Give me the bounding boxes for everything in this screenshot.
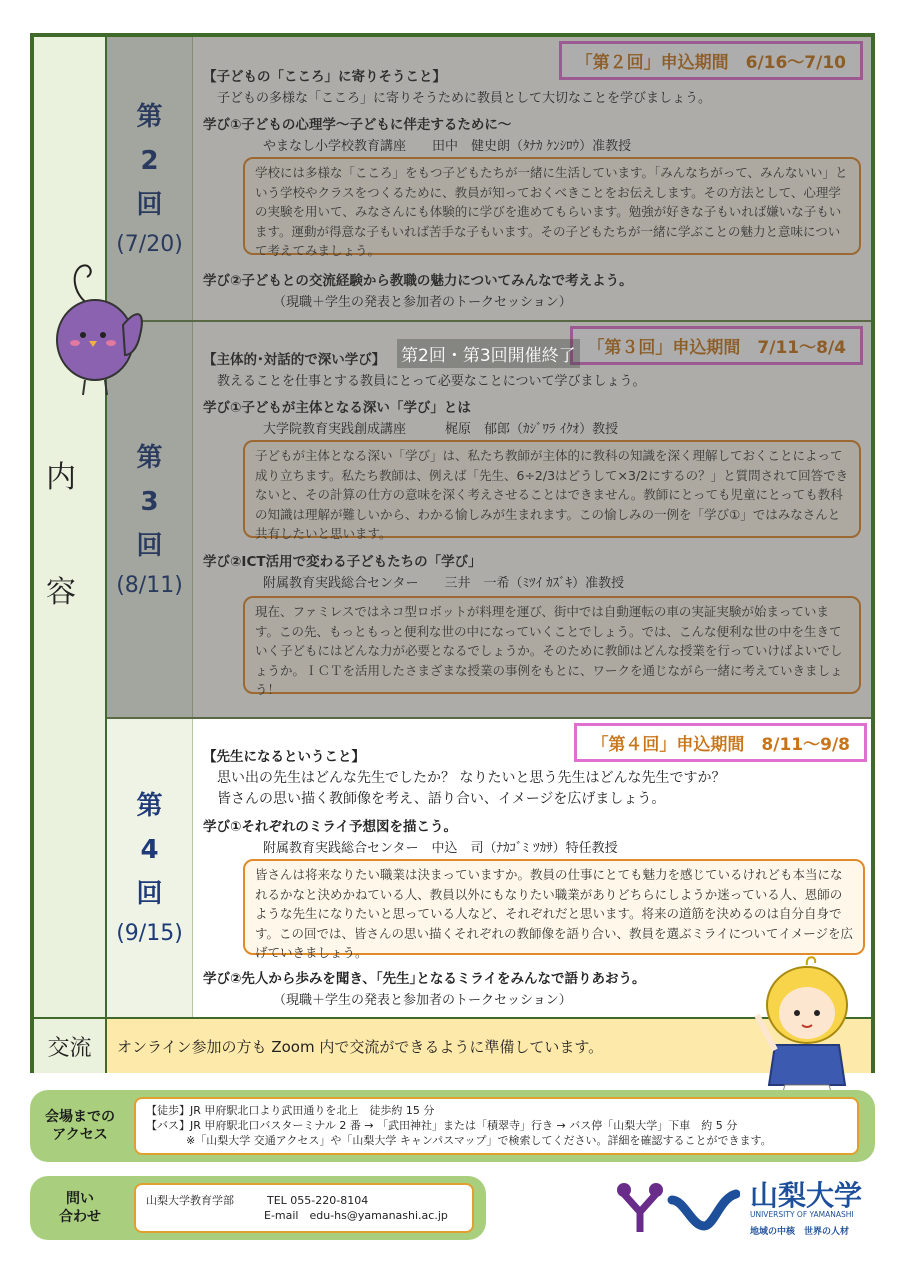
contact-org: 山梨大学教育学部	[146, 1194, 234, 1207]
session-4-number	[107, 719, 193, 1017]
contact-bar	[30, 1176, 486, 1240]
session-2-date: (7/20)	[116, 231, 183, 257]
logo-tagline: 地域の中核 世界の人材	[750, 1227, 850, 1237]
session-3-lesson1-desc: 子どもが主体となる深い「学び」は、私たち教師が主体的に教科の知識を深く理解しておくことによって成り立ちます。私たち教師は、例えば「先生、6÷2/3はどうして×3/2にするの？」と質問されて回答できないと、その計算の仕方の意味を深く考えさせることはできません。教師にとっても児童にとっても教科の知識は理解が難しいから、わかる愉しみが生まれます。この愉しみの一例を「学び①」ではみなさんと共有したいと思います。	[243, 440, 861, 538]
session-3-date: (8/11)	[116, 572, 183, 598]
access-bar	[30, 1090, 875, 1162]
session-4-number-2: 4	[140, 835, 159, 865]
contact-label-2: 合わせ	[59, 1209, 101, 1225]
side-label-char-1: 内	[46, 460, 76, 495]
exchange-text: オンライン参加の方も Zoom 内で交流ができるように準備しています。	[107, 1019, 871, 1073]
access-bus: 【バス】JR 甲府駅北口バスターミナル 2 番 → 「武田神社」または「積翠寺」行き → バス停「山梨大学」下車 約 5 分	[146, 1119, 738, 1132]
session-3-period: 「第３回」申込期間 7/11〜8/4	[570, 326, 863, 365]
access-box	[134, 1097, 859, 1155]
session-3-lesson2-title: 学び②ICT活用で変わる子どもたちの「学び」	[203, 554, 482, 570]
session-3-theme: 【主体的･対話的で深い学び】	[203, 352, 386, 368]
contact-email[interactable]: E-mail edu-hs@yamanashi.ac.jp	[264, 1209, 448, 1222]
university-logo	[610, 1172, 880, 1242]
session-4-number-1: 第	[136, 791, 163, 821]
session-2-lesson2-note: （現職＋学生の発表と参加者のトークセッション）	[273, 295, 572, 310]
contact-tel: TEL 055-220-8104	[267, 1194, 369, 1207]
session-4-theme: 【先生になるということ】	[203, 749, 365, 765]
access-walk: 【徒歩】JR 甲府駅北口より武田通りを北上 徒歩約 15 分	[146, 1104, 435, 1117]
contact-box	[134, 1183, 474, 1233]
session-2-period: 「第２回」申込期間 6/16〜7/10	[559, 41, 863, 80]
session-2-theme-desc: 子どもの多様な「こころ」に寄りそうために教員として大切なことを学びましょう。	[217, 91, 712, 106]
exchange-label: 交流	[34, 1019, 107, 1073]
content-frame	[30, 33, 875, 1073]
session-3-number-2: 3	[140, 486, 159, 517]
access-label-1: 会場までの	[45, 1109, 115, 1125]
session-2-theme: 【子どもの「こころ」に寄りそうこと】	[203, 69, 446, 85]
session-4-number-3: 回	[136, 879, 163, 909]
session-3-lesson2-lecturer: 附属教育実践総合センター 三井 一希（ﾐﾂｲ ｶｽﾞｷ）准教授	[263, 576, 625, 591]
side-label-char-2: 容	[46, 575, 76, 610]
session-4-lesson1-title: 学び①それぞれのミライ予想図を描こう。	[203, 819, 458, 835]
session-3-number-1: 第	[136, 442, 163, 473]
session-4-period: 「第４回」申込期間 8/11〜9/8	[574, 723, 867, 762]
session-3-lesson1-lecturer: 大学院教育実践創成講座 梶原 郁郎（ｶｼﾞﾜﾗ ｲｸｵ）教授	[263, 422, 619, 437]
session-2-number-1: 第	[136, 101, 163, 132]
session-3-lesson2-desc: 現在、ファミレスではネコ型ロボットが料理を運び、街中では自動運転の車の実証実験が始まっています。この先、もっともっと便利な世の中になっていくことでしょう。では、こんな便利な世の中を生きていく子どもにはどんな力が必要となるでしょうか。そのために教師はどんな授業を行っていけばよいでしょうか。ＩＣＴを活用したさまざまな授業の事例をもとに、ワークを通じながら一緒に考えていきましょう！	[243, 596, 861, 694]
university-y-logo-icon	[610, 1178, 740, 1238]
content-side-label	[34, 37, 107, 1017]
session-2-lesson1-title: 学び①子どもの心理学〜子どもに伴走するために〜	[203, 117, 512, 133]
access-label-2: アクセス	[52, 1127, 108, 1143]
session-3-lesson1-title: 学び①子どもが主体となる深い「学び」とは	[203, 400, 471, 416]
session-3-theme-desc: 教えることを仕事とする教員にとって必要なことについて学びましょう。	[217, 374, 646, 389]
logo-name: 山梨大学	[750, 1179, 863, 1212]
session-2-lesson2-title: 学び②子どもとの交流経験から教職の魅力についてみんなで考えよう。	[203, 273, 633, 289]
session-4-date: (9/15)	[116, 921, 183, 946]
access-note: ※「山梨大学 交通アクセス」や「山梨大学 キャンパスマップ」で検索してください。詳細を確認することができます。	[186, 1134, 772, 1147]
session-2-lesson1-lecturer: やまなし小学校教育講座 田中 健史朗（ﾀﾅｶ ｹﾝｼﾛｳ）准教授	[263, 139, 632, 154]
session-4-theme-desc-1: 思い出の先生はどんな先生でしたか？ なりたいと思う先生はどんな先生ですか？	[217, 770, 726, 786]
logo-english: UNIVERSITY OF YAMANASHI	[750, 1210, 854, 1219]
purple-bird-mascot-icon	[45, 255, 145, 405]
access-label	[40, 1090, 120, 1162]
session-4-lesson2-title: 学び②先人から歩みを聞き、｢先生｣となるミライをみんなで語りあおう。	[203, 971, 646, 987]
session-4-theme-desc-2: 皆さんの思い描く教師像を考え、語り合い、イメージを広げましょう。	[217, 791, 666, 807]
session-2-number-3: 回	[136, 189, 163, 220]
session-4-lesson2-note: （現職＋学生の発表と参加者のトークセッション）	[273, 993, 572, 1008]
contact-label-1: 問い	[66, 1191, 94, 1207]
session-2-lesson1-desc: 学校には多様な「こころ」をもつ子どもたちが一緒に生活しています。「みんなちがって、みんないい」という学校やクラスをつくるために、教員が知っておくべきことをお伝えします。その方法として、心理学の実験を用いて、みなさんにも体験的に学びを進めてもらいます。勉強が好きな子もいれば嫌いな子もいます。運動が得意な子もいれば苦手な子もいます。その子どもたちが一緒に学ぶことの魅力と意味について考えてみましょう。	[243, 157, 861, 255]
contact-label	[40, 1176, 120, 1240]
session-2-number-2: 2	[140, 145, 159, 176]
session-4-lesson1-desc: 皆さんは将来なりたい職業は決まっていますか。教員の仕事にとても魅力を感じているけれども本当になれるかなと決めかねている人、教員以外にもなりたい職業がありどちらにしようか迷っている人、恩師のような先生になりたいと思っている人など、それぞれだと思います。将来の道筋を決めるのは自分自身です。この回では、皆さんの思い描くそれぞれの教師像を語り合い、教員を選ぶミライについてイメージを広げていきましょう。	[243, 859, 865, 955]
closed-overlay	[107, 37, 871, 719]
session-3-number-3: 回	[136, 530, 163, 561]
closed-notice: 第2回・第3回開催終了	[397, 339, 580, 368]
session-4-lesson1-lecturer: 附属教育実践総合センター 中込 司（ﾅｶｺﾞﾐ ﾂｶｻ）特任教授	[263, 841, 618, 856]
